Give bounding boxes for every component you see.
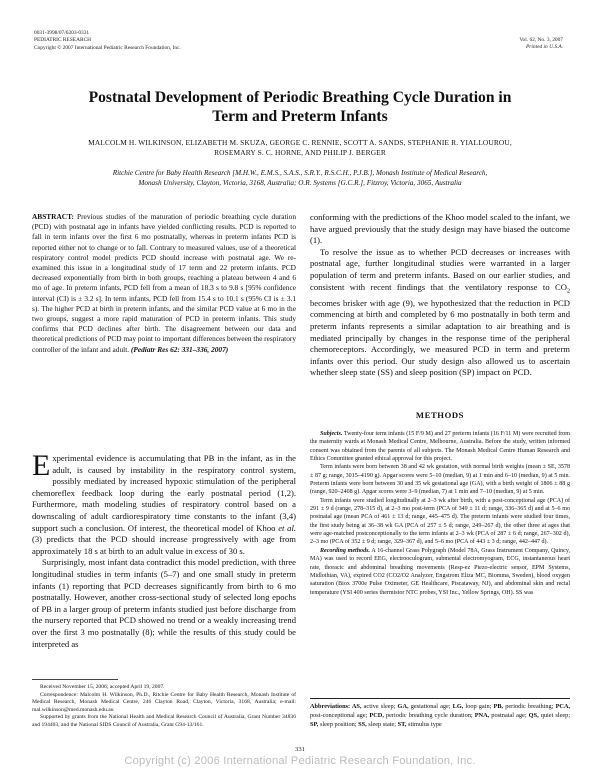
journal-name: PEDIATRIC RESEARCH	[34, 37, 92, 44]
funding-note: Supported by grants from the National Health and Medical Research Council of Australia, Grant Number 34836 and 194403, and the National SIDS Council of Australia, Grant G94-13/161.	[32, 714, 296, 728]
title-line-2: Term and Preterm Infants	[212, 108, 388, 125]
body-left-column	[32, 449, 297, 650]
body-right-column	[310, 212, 570, 379]
authors-line-1: MALCOLM H. WILKINSON, ELIZABETH M. SKUZA, GEORGE C. RENNIE, SCOTT A. SANDS, STEPHANIE R. YIALLOUROU,	[88, 138, 512, 147]
footnotes	[32, 684, 296, 729]
methods-paragraph-3: Term infants were studied longitudinally at 2–3 wk after birth, with a post-conceptional age (PCA) of 291 ± 9 d (range, 278–315 d), at 2–3 mo post-term (PCA of 349 ± 11 d; range, 336–365 d) and at 5–6 mo postnatal age (mean PCA of 461 ± 13 d; range, 445–475 d). The preterm infants were studied four times, the first study being at 36–38 wk GA (PCA of 257 ± 5 d; range, 249–267 d), the other three at ages that were age-matched postconceptionally to the term infants at 2–3 wk (PCA of 287 ± 6 d; range, 267–302 d), 2–3 mo (PCA of 352 ± 9 d; range, 329–367 d), and 5–6 mo (PCA of 443 ± 3 d; range, 442–447 d).	[310, 497, 570, 546]
abstract-text: Previous studies of the maturation of periodic breathing cycle duration (PCD) with postnatal age in infants have yielded conflicting results. PCD is reported to fall in term infants over the first 6 mo postnatally, whereas in preterm infants PCD is reported either not to change or to fall. Contrary to measured values, use of a theoretical respiratory control model predicts PCD should increase with postnatal age. We re-examined this issue in a longitudinal study of 17 term and 22 preterm infants. PCD decreased exponentially from birth in both groups, reaching a plateau between 4 and 6 mo of age. In preterm infants, PCD fell from a mean of 18.3 s to 9.8 s [95% confidence interval (CI) is ± 3.2 s]. In term infants, PCD fell from 15.4 s to 10.1 s (95% CI is ± 3.1 s). The higher PCD at birth in preterm infants, and the similar PCD value at 6 mo in the two groups, suggest a more rapid maturation of PCD in preterm infants. This study confirms that PCD declines after birth. The disagreement between our data and theoretical predictions of PCD may point to important differences between the respiratory controller of the infant and adult.	[32, 212, 296, 354]
abbreviations: Abbreviations: AS, active sleep; GA, gestational age; LG, loop gain; PB, periodic breathing; PCA, post-conceptional age; PCD, periodic breathing cycle duration; PNA, postnatal age; QS, quiet sleep; SP, sleep position; SS, sleep state; ST, stimulus type	[310, 703, 571, 728]
page-number: 331	[295, 746, 305, 753]
copyright-line: Copyright © 2007 International Pediatric Research Foundation, Inc.	[34, 44, 181, 51]
affiliations	[40, 168, 560, 188]
abbreviations-rule	[310, 698, 570, 699]
issn-line: 0031-3998/07/6203-0331	[34, 30, 90, 36]
intro-paragraph-2: Surprisingly, most infant data contradict this model prediction, with three longitudinal studies in term infants (5–7) and one small study in preterm infants (1) reporting that PCD decreases significantly from birth to 6 mo postnatally. However, another cross-sectional study of selected long epochs of PB in a larger group of preterm infants studied just before discharge from the nursery reported that PCD showed no trend or a weakly increasing trend over the first 3 mo postnatally (8); while the results of this study could be interpreted as	[32, 557, 296, 649]
abstract-citation: (Pediatr Res 62: 331–336, 2007)	[130, 344, 229, 354]
abstract	[32, 212, 296, 355]
methods-paragraph-2: Term infants were born between 38 and 42 wk gestation, with normal birth weights (mean ± SE, 3578 ± 87 g; range, 3015–4190 g). Apgar scores were 5–10 (median, 9) at 1 min and 6–10 (median, 9) at 5 min. Preterm infants were born between 30 and 35 wk gestational age (GA), with a birth weight of 1806 ± 88 g (range, 920–2408 g). Apgar scores were 3–9 (median, 7) at 1 min and 7–10 (median, 9) at 5 min.	[310, 464, 570, 496]
affiliation-line-2: Monash University, Clayton, Victoria, 3168, Australia; O.R. Systems [G.C.R.], Fitzroy, Victoria, 3065, Australia	[138, 179, 462, 187]
running-header-left	[34, 30, 181, 52]
author-list	[30, 138, 570, 158]
methods-subjects-paragraph: Subjects. Twenty-four term infants (15 F/9 M) and 27 preterm infants (16 F/11 M) were recruited from the maternity wards at Monash Medical Centre, Melbourne, Australia. Before the study, written informed consent was obtained from the parents of all subjects. The Monash Medical Centre Human Research and Ethics Committee granted ethical approval for this project.	[310, 431, 570, 463]
footnote-rule	[32, 679, 118, 680]
intro-paragraph-4: To resolve the issue as to whether PCD decreases or increases with postnatal age, further longitudinal studies were warranted in a larger population of term and preterm infants. Based on our earlier studies, and consistent with recent findings that the ventilatory response to $CO_2$ becomes brisker with age (9), we hypothesized that the reduction in PCD commencing at birth and completed by 6 mo postnatally in both term and preterm infants represents a similar adaptation to air breathing and is mediated principally by changes in the response time of the peripheral chemoreceptors. Accordingly, we measured PCD in term and preterm infants over this period. Our study design also allowed us to ascertain whether sleep state (SS) and sleep position (SP) impact on PCD.	[310, 246, 570, 378]
printed-in-line: Printed in U.S.A.	[526, 44, 563, 51]
copyright-watermark: Copyright (c) 2006 International Pediatric Research Foundation, Inc.	[124, 755, 476, 767]
correspondence-note: Correspondence: Malcolm H. Wilkinson, Ph.D., Ritchie Centre for Baby Health Research, Monash Institute of Medical Research, Monash Medical Centre, 246 Clayton Road, Clayton, Victoria, 3168, Australia; e-mail: mal.wilkinson@med.monash.edu.au	[32, 691, 296, 713]
drop-cap: E	[32, 449, 51, 482]
intro-paragraph-3: conforming with the predictions of the Khoo model scaled to the infant, we have argued previously that the study design may have biased the outcome (1).	[310, 212, 570, 246]
abstract-label: ABSTRACT:	[32, 212, 74, 221]
received-note: Received November 15, 2006; accepted April 19, 2007.	[40, 684, 165, 690]
methods-recording-paragraph: Recording methods. A 16-channel Grass Polygraph (Model 78A, Grass Instrument Company, Quincy, MA) was used to record EEG, electrooculogram, submental electromyogram, ECG, instantaneous heart rate, thoracic and abdominal breathing movements (Resp-ez Piezo-electric sensor, EPM Systems, Midlothian, VA), expired CO2 (CO2/O2 Analyzer, Engstrom Eliza MC, Biomma, Sweden), blood oxygen saturation (Biox 3700e Pulse Oximeter, GE Healthcare, Piscataway, NJ), and abdominal skin and rectal temperature (YSI 400 series thermistor NTC probes, YSI Inc., Yellow Springs, OH). SS was	[310, 547, 570, 596]
methods-heading: METHODS	[415, 410, 465, 420]
volume-line: Vol. 62, No. 3, 2007	[519, 37, 563, 43]
title-line-1: Postnatal Development of Periodic Breathing Cycle Duration in	[88, 89, 512, 106]
running-header-right	[519, 37, 563, 52]
article-title	[30, 88, 570, 126]
affiliation-line-1: Ritchie Centre for Baby Health Research [M.H.W., E.M.S., S.A.S., S.R.Y., R.S.C.H., P.J.B.], Monash Institute of Medical Research,	[112, 169, 488, 177]
methods-section	[310, 430, 570, 597]
intro-paragraph-1: Experimental evidence is accumulating that PB in the infant, as in the adult, is caused by instability in the respiratory control system, possibly mediated by increased hypoxic stimulation of the peripheral chemoreflex feedback loop during the early postnatal period (1,2). Furthermore, math modeling studies of respiratory control based on a downscaling of adult cardiorespiratory time constants to the infant (3,4) support such a conclusion. Of interest, the theoretical model of Khoo et al. (3) predicts that the PCD should increase progressively with age from approximately 18 s at birth to an adult value in excess of 30 s.	[32, 449, 297, 556]
authors-line-2: ROSEMARY S. C. HORNE, AND PHILIP J. BERGER	[214, 148, 386, 157]
